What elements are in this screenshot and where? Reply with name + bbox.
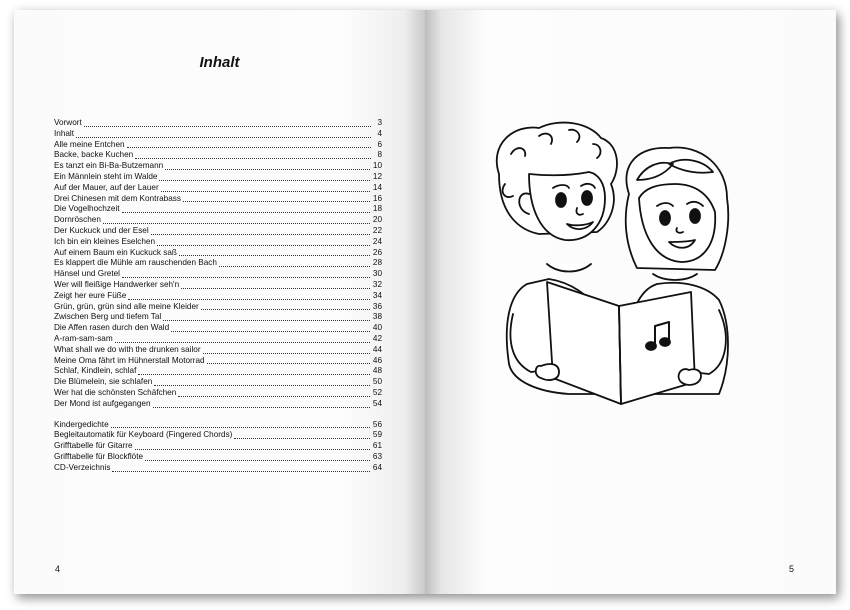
toc-entry-title: Hänsel und Gretel [54,269,120,279]
toc-entry-page: 8 [377,150,382,160]
right-page [425,10,836,594]
toc-entry-page: 20 [372,215,382,225]
toc-dot-leader [128,289,370,300]
toc-entry-title: Auf einem Baum ein Kuckuck saß [54,247,177,257]
toc-dot-leader [163,310,370,321]
toc-entry-title: Es klappert die Mühle am rauschenden Bach [54,258,217,268]
toc-entry-title: Alle meine Entchen [54,139,125,149]
toc-entry-page: 64 [372,462,382,472]
toc-entry-page: 34 [372,290,382,300]
toc-entry-page: 12 [372,171,382,181]
toc-entry-title: What shall we do with the drunken sailor [54,344,201,354]
toc-dot-leader [171,321,370,332]
open-book [14,10,836,594]
toc-heading: Inhalt [199,54,240,71]
toc-entry-title: Zwischen Berg und tiefem Tal [54,312,162,322]
left-page [14,10,425,594]
toc-entry-page: 18 [372,204,382,214]
toc-entry-page: 46 [372,355,382,365]
toc-dot-leader [165,159,370,170]
toc-entry-page: 44 [372,344,382,354]
toc-entry-title: Ein Männlein steht im Walde [54,171,158,181]
toc-entry-title: A-ram-sam-sam [54,333,113,343]
toc-dot-leader [76,127,371,138]
toc-entry [54,463,382,474]
toc-dot-leader [154,375,370,386]
toc-entry-title: Grün, grün, grün sind alle meine Kleider [54,301,199,311]
toc-dot-leader [153,397,370,408]
toc-entry [54,399,382,410]
toc-entry-title: Der Kuckuck und der Esel [54,225,149,235]
toc-entry-page: 28 [372,258,382,268]
toc-dot-leader [178,386,370,397]
page-number-left: 4 [55,564,61,574]
toc-entry-title: Meine Oma fährt im Hühnerstall Motorrad [54,355,205,365]
toc-entry-page: 54 [372,398,382,408]
toc-dot-leader [183,191,370,202]
toc-entry-page: 32 [372,279,382,289]
toc-entry-page: 10 [372,161,382,171]
toc-entry-page: 63 [372,451,382,461]
toc-entry-title: Die Vogelhochzeit [54,204,120,214]
toc-dot-leader [219,256,370,267]
toc-entry-title: Auf der Mauer, auf der Lauer [54,182,159,192]
toc-entry-page: 40 [372,323,382,333]
toc-dot-leader [157,235,370,246]
toc-dot-leader [112,461,369,472]
toc-entry-title: Grifftabelle für Gitarre [54,441,133,451]
toc-dot-leader [111,417,370,428]
toc-entry-page: 24 [372,236,382,246]
toc-dot-leader [179,245,370,256]
toc-dot-leader [203,343,370,354]
toc-entry-title: Es tanzt ein Bi-Ba-Butzemann [54,161,164,171]
toc-entry-page: 61 [372,441,382,451]
toc-dot-leader [115,332,370,343]
toc-entry-title: CD-Verzeichnis [54,462,111,472]
toc-entry-page: 59 [372,430,382,440]
toc-entry-title: Vorwort [54,118,82,127]
toc-dot-leader [151,224,370,235]
toc-entry-page: 14 [372,182,382,192]
toc-entry-title: Schlaf, Kindlein, schlaf [54,366,137,376]
page-number-right: 5 [788,564,794,574]
toc-entry-page: 30 [372,269,382,279]
toc-entry-title: Inhalt [54,128,75,138]
children-singing-illustration [469,114,769,414]
toc-entry-title: Drei Chinesen mit dem Kontrabass [54,193,181,203]
toc-dot-leader [103,213,370,224]
toc-entry-title: Backe, backe Kuchen [54,150,134,160]
toc-entry-title: Wer hat die schönsten Schäfchen [54,387,177,397]
toc-dot-leader [234,428,369,439]
toc-dot-leader [84,116,371,127]
toc-dot-leader [138,364,370,375]
toc-dot-leader [207,353,370,364]
toc-entry-page: 36 [372,301,382,311]
toc-entry-title: Die Affen rasen durch den Wald [54,323,170,333]
toc-entry-page: 56 [372,419,382,429]
toc-entry-title: Dornröschen [54,215,101,225]
table-of-contents [54,118,382,474]
toc-dot-leader [122,202,370,213]
toc-entry-page: 26 [372,247,382,257]
toc-dot-leader [145,450,370,461]
toc-dot-leader [135,439,370,450]
toc-entry-page: 4 [377,128,382,138]
toc-entry-page: 16 [372,193,382,203]
toc-entry-title: Kindergedichte [54,419,109,429]
toc-dot-leader [161,181,370,192]
toc-dot-leader [127,137,371,148]
toc-entry-page: 52 [372,387,382,397]
toc-dot-leader [159,170,369,181]
toc-entry-title: Die Blümelein, sie schlafen [54,377,153,387]
toc-dot-leader [135,148,371,159]
toc-entry-title: Ich bin ein kleines Eselchen [54,236,156,246]
toc-dot-leader [122,267,370,278]
toc-entry-page: 3 [377,118,382,127]
toc-entry-page: 6 [377,139,382,149]
toc-dot-leader [201,299,370,310]
toc-entry-title: Grifftabelle für Blockflöte [54,451,144,461]
toc-entry-page: 42 [372,333,382,343]
toc-entry-page: 38 [372,312,382,322]
toc-entry-page: 48 [372,366,382,376]
toc-entry-page: 22 [372,225,382,235]
toc-entry-page: 50 [372,377,382,387]
toc-dot-leader [181,278,370,289]
toc-entry-title: Zeigt her eure Füße [54,290,127,300]
toc-entry-title: Wer will fleißige Handwerker seh'n [54,279,180,289]
toc-entry-title: Der Mond ist aufgegangen [54,398,151,408]
toc-entry-title: Begleitautomatik für Keyboard (Fingered Chords) [54,430,233,440]
